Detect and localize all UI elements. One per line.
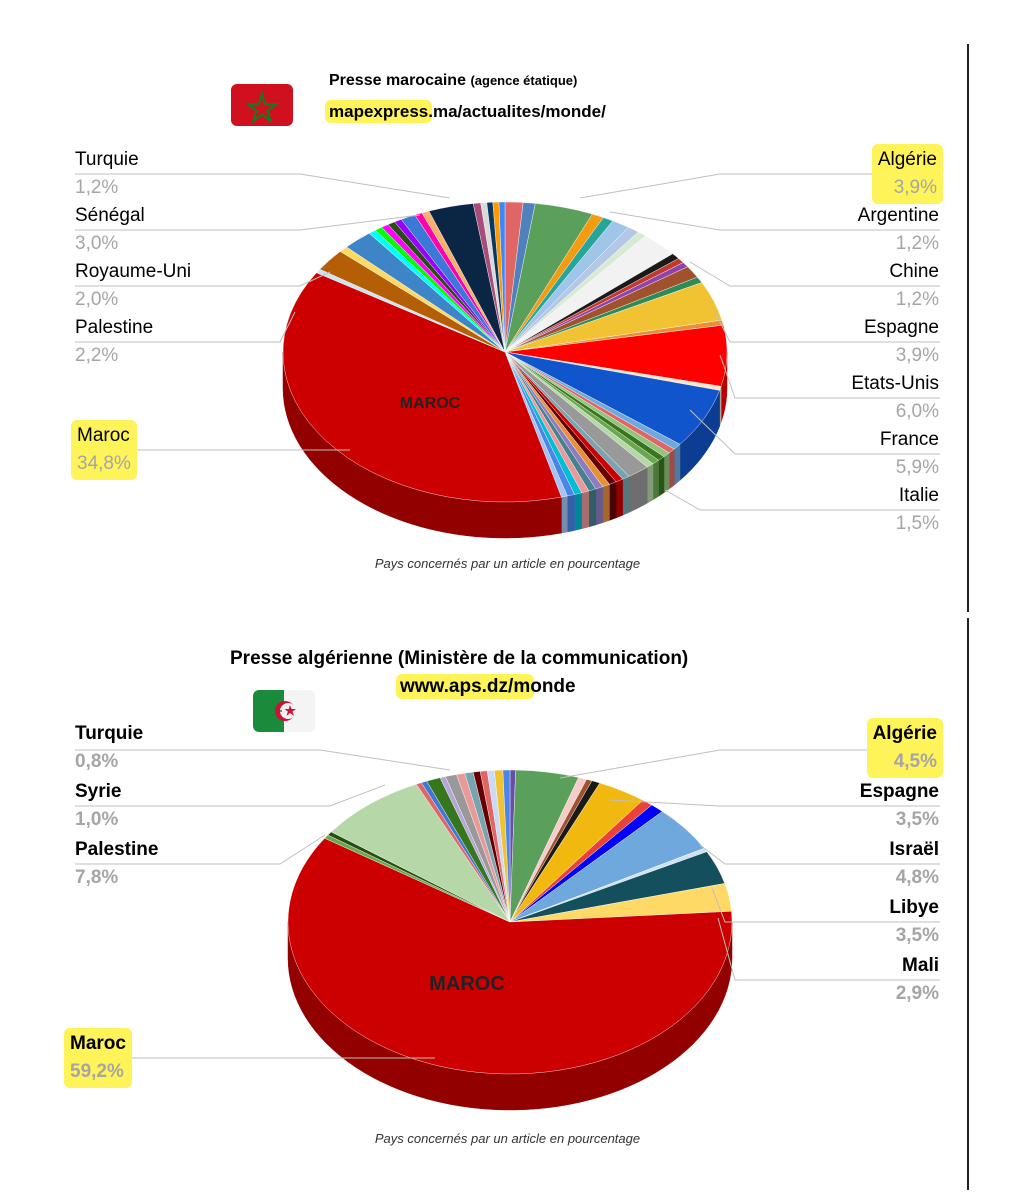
label-senegal: Sénégal 3,0%: [75, 205, 145, 254]
label-palestine: Palestine 2,2%: [75, 317, 154, 366]
pie-center-label: MAROC: [399, 395, 461, 412]
pie-side-segment: [596, 487, 603, 525]
pie-side-segment: [575, 493, 582, 531]
pie-center-label: MAROC: [429, 973, 505, 995]
label-maroc-bottom: Maroc 59,2%: [68, 1030, 128, 1086]
label-turquie-bottom: Turquie 0,8%: [75, 723, 144, 772]
label-etats-unis: Etats-Unis 6,0%: [851, 373, 939, 422]
pie-side-segment: [664, 453, 669, 493]
source-url-bottom: www.aps.dz/monde: [400, 676, 576, 698]
pie-side-segment: [659, 457, 664, 497]
url-highlight: mapexpress: [325, 100, 432, 123]
pie-side-segment: [609, 482, 616, 521]
chart-title-bottom: Presse algérienne (Ministère de la communication): [230, 648, 689, 669]
label-algerie: Algérie 3,9%: [876, 146, 939, 202]
label-mali: Mali 2,9%: [895, 955, 939, 1004]
url-highlight-bottom: www.aps.dz/m: [396, 674, 534, 699]
leader-line: [75, 785, 385, 806]
chart-caption-bottom: Pays concernés par un article en pourcentage: [374, 1131, 641, 1146]
label-chine: Chine 1,2%: [889, 261, 939, 310]
label-libye: Libye 3,5%: [889, 897, 939, 946]
chart-caption: Pays concernés par un article en pourcentage: [374, 556, 641, 571]
pie-side-segment: [623, 476, 629, 515]
label-maroc: Maroc 34,8%: [75, 422, 133, 478]
pie-side-segment: [567, 494, 574, 532]
label-turquie: Turquie 1,2%: [75, 149, 139, 198]
pie-side-segment: [674, 444, 680, 485]
pie-side-segment: [669, 449, 674, 489]
pie-side-segment: [647, 464, 653, 503]
pie-side-segment: [616, 479, 623, 518]
pie-side-segment: [561, 496, 567, 533]
pie-side-segment: [653, 460, 659, 499]
source-url: mapexpress.ma/actualites/monde/: [329, 102, 606, 122]
label-france: France 5,9%: [879, 429, 939, 478]
pie-side-segment: [582, 491, 589, 529]
label-argentine: Argentine 1,2%: [857, 205, 939, 254]
label-italie: Italie 1,5%: [895, 485, 939, 534]
label-israel: Israël 4,8%: [889, 839, 939, 888]
label-espagne: Espagne 3,9%: [863, 317, 939, 366]
label-palestine-bottom: Palestine 7,8%: [75, 839, 159, 888]
pie-chart-bottom: [75, 750, 940, 1110]
chart-title: Presse marocaine (agence étatique): [329, 72, 578, 89]
label-royaume-uni: Royaume-Uni 2,0%: [75, 261, 192, 310]
pie-side-segment: [603, 484, 610, 522]
label-algerie-bottom: Algérie 4,5%: [871, 720, 939, 776]
pie-chart-top: [75, 174, 940, 538]
pie-side-segment: [589, 489, 596, 527]
label-espagne-bottom: Espagne 3,5%: [859, 781, 939, 830]
label-syrie: Syrie 1,0%: [75, 781, 122, 830]
